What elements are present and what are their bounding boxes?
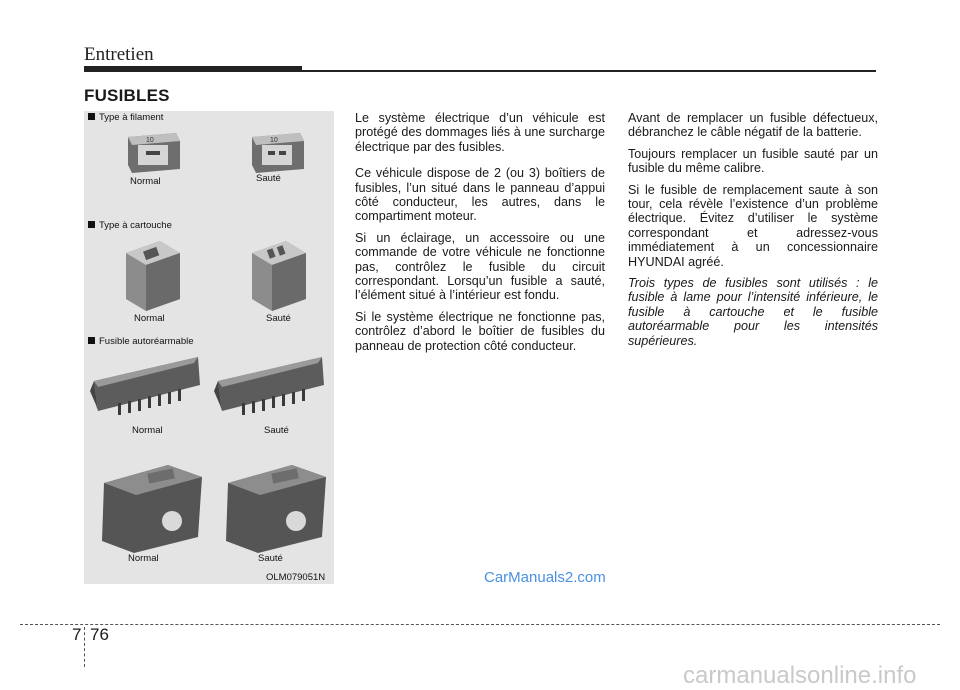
breaker-fuse-normal-icon <box>98 463 204 553</box>
blade-fuse-blown-icon <box>248 129 308 173</box>
footer-site-watermark: carmanualsonline.info <box>683 662 917 689</box>
caption-filament-saute: Sauté <box>256 173 281 184</box>
paragraph: Avant de remplacer un fusible défectueux, débranchez le câble négatif de la batterie. <box>628 111 878 140</box>
header-bar-thick <box>84 66 302 72</box>
watermark-link[interactable]: CarManuals2.com <box>484 569 606 586</box>
multi-fuse-normal-icon <box>90 355 202 421</box>
blade-fuse-normal-icon <box>124 129 184 173</box>
cartridge-fuse-normal-icon <box>120 239 184 311</box>
text-column-2 <box>628 111 878 355</box>
fuse-types-figure <box>84 111 334 584</box>
footer-dashed-rule <box>20 624 940 625</box>
paragraph: Toujours remplacer un fusible sauté par un fusible du même calibre. <box>628 146 878 176</box>
paragraph: Le système électrique d’un véhicule est protégé des dommages liés à une surcharge électrique par des fusibles. <box>355 111 605 154</box>
bullet-square-icon <box>88 337 95 344</box>
caption-cartouche-normal: Normal <box>134 313 165 324</box>
bullet-square-icon <box>88 221 95 228</box>
multi-fuse-blown-icon <box>214 355 326 421</box>
caption-autoreal-normal: Normal <box>132 425 163 436</box>
paragraph: Ce véhicule dispose de 2 (ou 3) boîtiers de fusibles, l’un situé dans le panneau d’appui côté conducteur, les autres, dans le compartiment moteur. <box>355 166 605 224</box>
fuse-rating-text: 10 <box>270 137 278 144</box>
paragraph: Si le fusible de remplacement saute à son tour, cela révèle l’existence d’un problème électrique. Évitez d’utiliser le système correspondant et adressez-vous immédiatement à un concessionnaire HYUNDAI agréé. <box>628 182 878 269</box>
paragraph: Si un éclairage, un accessoire ou une commande de votre véhicule ne fonctionne pas, contrôlez le fusible du circuit correspondant. Lorsqu’un fusible a sauté, l’élément situé à l’intérieur est fondu. <box>355 230 605 303</box>
header-rule <box>302 70 876 72</box>
caption-filament-normal: Normal <box>130 176 161 187</box>
page-number: 76 <box>90 625 109 644</box>
section-title: FUSIBLES <box>84 86 170 105</box>
breaker-fuse-blown-icon <box>222 463 328 553</box>
paragraph-italic-note: Trois types de fusibles sont utilisés : le fusible à lame pour l’intensité inférieure, le fusible à cartouche et le fusible autoréarmable pour les intensités supérieures. <box>628 276 878 348</box>
cartridge-fuse-blown-icon <box>246 239 310 311</box>
caption-autoreal-saute: Sauté <box>264 425 289 436</box>
chapter-number: 7 <box>72 625 82 644</box>
paragraph: Si le système électrique ne fonctionne pas, contrôlez d’abord le boîtier de fusibles du panneau de protection côté conducteur. <box>355 309 605 353</box>
label-cartouche: Type à cartouche <box>88 220 172 231</box>
fuse-rating-text: 10 <box>146 137 154 144</box>
label-autoreal: Fusible autoréarmable <box>88 336 194 347</box>
caption-breaker-saute: Sauté <box>258 553 283 564</box>
bullet-square-icon <box>88 113 95 120</box>
text-column-1 <box>355 111 605 360</box>
label-filament: Type à filament <box>88 112 163 123</box>
footer-vertical-rule <box>84 627 85 667</box>
caption-breaker-normal: Normal <box>128 553 159 564</box>
chapter-header: Entretien <box>84 44 154 65</box>
figure-code: OLM079051N <box>266 572 326 583</box>
caption-cartouche-saute: Sauté <box>266 313 291 324</box>
